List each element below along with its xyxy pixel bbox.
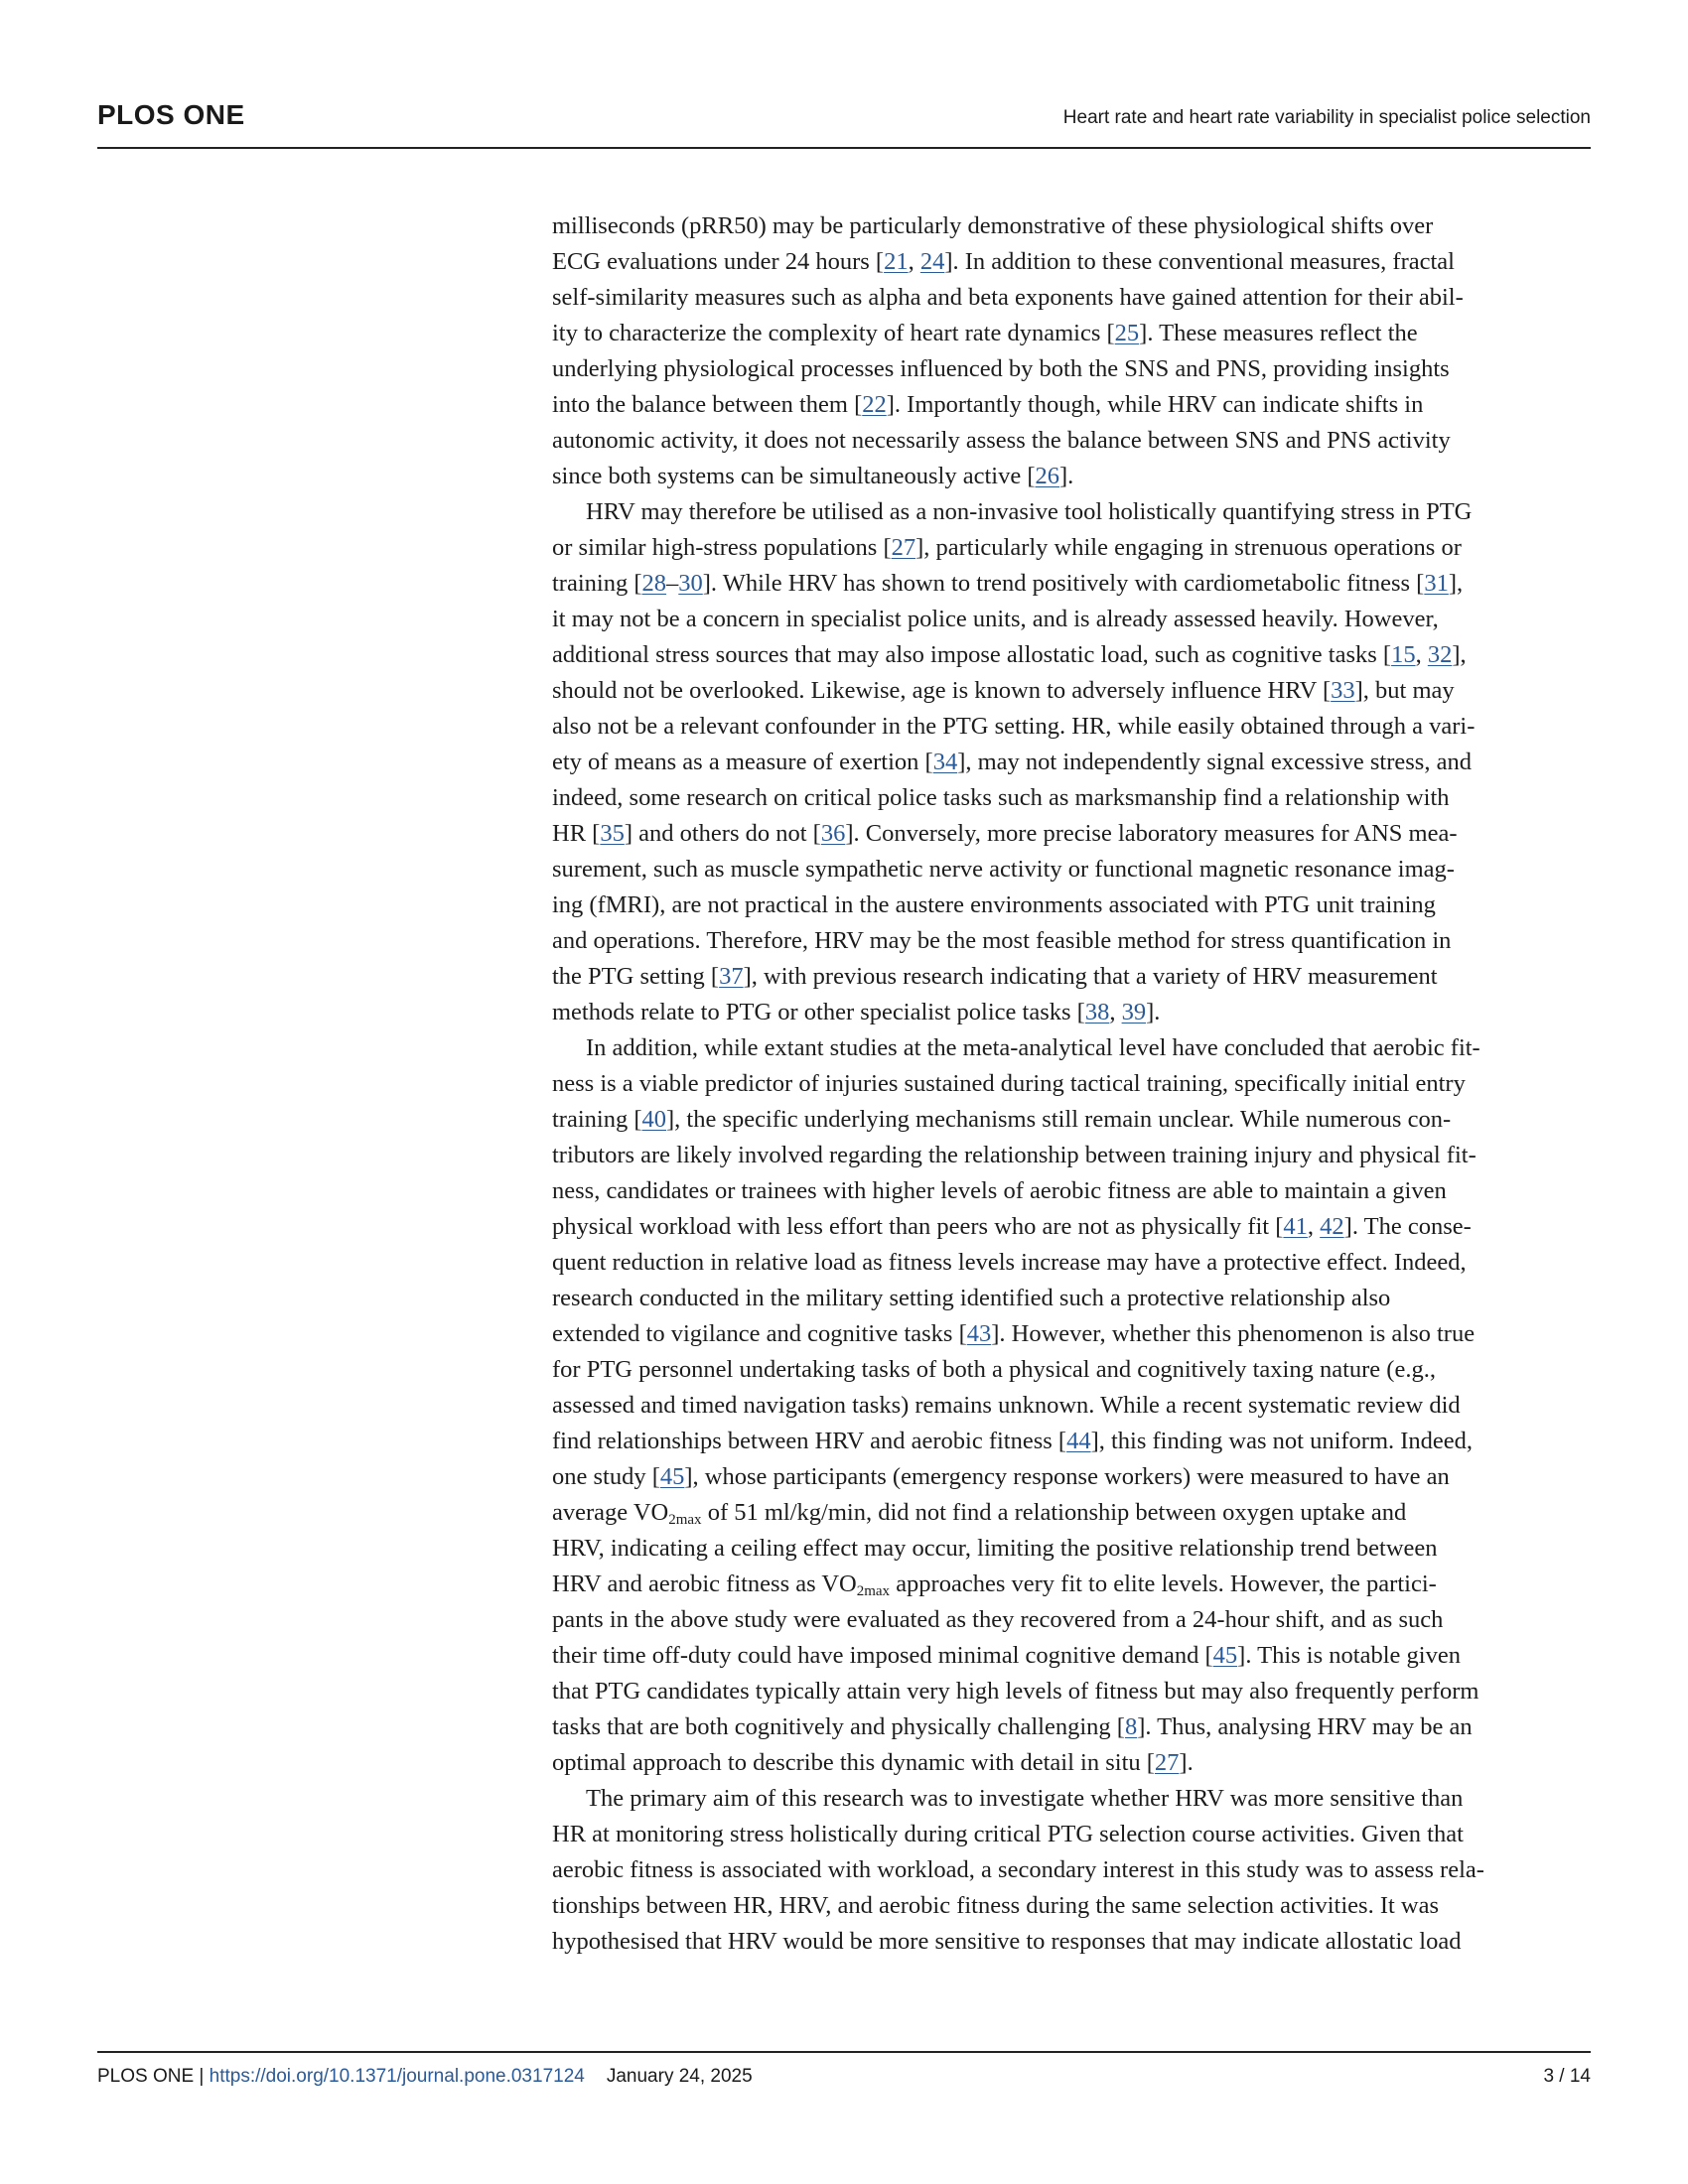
citation-link[interactable]: 26: [1035, 463, 1059, 489]
text-line: [552, 1245, 1591, 1281]
text-run: assessed and timed navigation tasks) remains unknown. While a recent systematic review did: [552, 1392, 1461, 1419]
text-run: approaches very fit to elite levels. However, the partici-: [890, 1570, 1437, 1597]
text-line: [552, 1316, 1591, 1352]
text-line: [552, 959, 1591, 995]
text-run: ], this finding was not uniform. Indeed,: [1090, 1428, 1474, 1454]
citation-link[interactable]: 41: [1283, 1213, 1308, 1240]
subscript: 2max: [668, 1512, 702, 1528]
text-line: [552, 1030, 1591, 1066]
text-run: ]. However, whether this phenomenon is also true: [991, 1320, 1476, 1347]
text-run: since both systems can be simultaneously active [: [552, 463, 1036, 489]
text-run: milliseconds (pRR50) may be particularly demonstrative of these physiological shifts over: [552, 212, 1434, 239]
page-number: 3 / 14: [1543, 2066, 1591, 2087]
text-line: [552, 459, 1591, 494]
text-run: autonomic activity, it does not necessarily assess the balance between SNS and PNS activity: [552, 427, 1451, 454]
text-run: or similar high-stress populations [: [552, 534, 892, 561]
text-run: average VO: [552, 1499, 669, 1526]
citation-link[interactable]: 36: [820, 820, 846, 847]
footer-journal: PLOS ONE |: [97, 2066, 210, 2087]
text-run: ], whose participants (emergency response workers) were measured to have an: [684, 1463, 1450, 1490]
publication-date: January 24, 2025: [606, 2066, 753, 2087]
text-line: [552, 1459, 1591, 1495]
text-line: [552, 1781, 1591, 1817]
text-run: training [: [552, 1106, 642, 1133]
footer-citation: [97, 2066, 753, 2088]
citation-link[interactable]: 30: [678, 570, 703, 597]
text-run: ness, candidates or trainees with higher levels of aerobic fitness are able to maintain a given: [552, 1177, 1447, 1204]
text-line: [552, 852, 1591, 887]
text-run: tionships between HR, HRV, and aerobic fitness during the same selection activities. It was: [552, 1892, 1440, 1919]
text-line: [552, 280, 1591, 316]
text-run: ].: [1146, 999, 1161, 1025]
citation-link[interactable]: 39: [1121, 999, 1147, 1025]
text-line: [552, 566, 1591, 602]
text-line: [552, 316, 1591, 351]
text-run: HRV may therefore be utilised as a non-invasive tool holistically quantifying stress in PTG: [586, 498, 1473, 525]
text-run: ].: [1058, 463, 1074, 489]
text-run: ] and others do not [: [624, 820, 821, 847]
text-run: ]. This is notable given: [1237, 1642, 1461, 1669]
article-body: [552, 208, 1591, 1960]
citation-link[interactable]: 25: [1114, 320, 1140, 346]
text-run: ,: [1109, 999, 1122, 1025]
citation-link[interactable]: 43: [966, 1320, 992, 1347]
text-run: extended to vigilance and cognitive tasks [: [552, 1320, 967, 1347]
citation-link[interactable]: 8: [1124, 1713, 1138, 1740]
text-run: ,: [908, 248, 920, 275]
text-line: [552, 1424, 1591, 1459]
text-line: [552, 1674, 1591, 1709]
doi-link[interactable]: https://doi.org/10.1371/journal.pone.0317124: [209, 2066, 585, 2087]
text-line: [552, 1138, 1591, 1173]
text-run: additional stress sources that may also impose allostatic load, such as cognitive tasks [: [552, 641, 1392, 668]
text-run: find relationships between HRV and aerobic fitness [: [552, 1428, 1067, 1454]
text-line: [552, 494, 1591, 530]
text-run: of 51 ml/kg/min, did not find a relationship between oxygen uptake and: [701, 1499, 1407, 1526]
citation-link[interactable]: 45: [659, 1463, 685, 1490]
citation-link[interactable]: 22: [862, 391, 887, 418]
text-line: [552, 423, 1591, 459]
text-line: [552, 637, 1591, 673]
citation-link[interactable]: 27: [891, 534, 916, 561]
text-run: the PTG setting [: [552, 963, 720, 990]
citation-link[interactable]: 21: [884, 248, 909, 275]
text-run: ity to characterize the complexity of heart rate dynamics [: [552, 320, 1115, 346]
text-run: ,: [1415, 641, 1428, 668]
text-line: [552, 244, 1591, 280]
text-line: [552, 1209, 1591, 1245]
citation-link[interactable]: 31: [1424, 570, 1449, 597]
text-run: ], may not independently signal excessive stress, and: [957, 749, 1472, 775]
text-line: [552, 887, 1591, 923]
text-line: [552, 1388, 1591, 1424]
text-run: ], with previous research indicating that a variety of HRV measurement: [743, 963, 1438, 990]
text-run: it may not be a concern in specialist police units, and is already assessed heavily. However,: [552, 606, 1439, 632]
text-run: –: [666, 570, 679, 597]
text-line: [552, 1352, 1591, 1388]
text-run: underlying physiological processes influenced by both the SNS and PNS, providing insights: [552, 355, 1450, 382]
citation-link[interactable]: 35: [600, 820, 625, 847]
text-line: [552, 1852, 1591, 1888]
text-run: ], the specific underlying mechanisms still remain unclear. While numerous con-: [666, 1106, 1452, 1133]
text-run: ].: [1179, 1749, 1194, 1776]
citation-link[interactable]: 32: [1427, 641, 1453, 668]
text-run: ECG evaluations under 24 hours [: [552, 248, 885, 275]
text-line: [552, 816, 1591, 852]
text-run: ],: [1452, 641, 1467, 668]
text-run: ], but may: [1354, 677, 1455, 704]
text-line: [552, 1924, 1591, 1960]
text-line: [552, 351, 1591, 387]
citation-link[interactable]: 33: [1331, 677, 1355, 704]
text-run: aerobic fitness is associated with workload, a secondary interest in this study was to assess rela-: [552, 1856, 1484, 1883]
text-run: tasks that are both cognitively and physically challenging [: [552, 1713, 1125, 1740]
citation-link[interactable]: 34: [932, 749, 958, 775]
text-line: [552, 1638, 1591, 1674]
text-line: [552, 1817, 1591, 1852]
text-run: surement, such as muscle sympathetic nerve activity or functional magnetic resonance imag-: [552, 856, 1455, 883]
text-line: [552, 923, 1591, 959]
text-run: In addition, while extant studies at the meta-analytical level have concluded that aerobic fit-: [586, 1034, 1480, 1061]
citation-link[interactable]: 40: [641, 1106, 666, 1133]
text-line: [552, 1709, 1591, 1745]
text-run: ness is a viable predictor of injuries sustained during tactical training, specifically initial entry: [552, 1070, 1466, 1097]
citation-link[interactable]: 37: [719, 963, 744, 990]
text-run: ,: [1307, 1213, 1321, 1240]
text-line: [552, 1173, 1591, 1209]
text-line: [552, 1888, 1591, 1924]
text-line: [552, 1066, 1591, 1102]
text-line: [552, 1102, 1591, 1138]
text-run: self-similarity measures such as alpha and beta exponents have gained attention for their abil-: [552, 284, 1464, 311]
text-run: their time off-duty could have imposed minimal cognitive demand [: [552, 1642, 1213, 1669]
citation-link[interactable]: 28: [641, 570, 666, 597]
text-run: pants in the above study were evaluated as they recovered from a 24-hour shift, and as such: [552, 1606, 1444, 1633]
text-run: optimal approach to describe this dynamic with detail in situ [: [552, 1749, 1155, 1776]
text-run: ety of means as a measure of exertion [: [552, 749, 933, 775]
text-run: HR [: [552, 820, 601, 847]
text-line: [552, 709, 1591, 745]
text-line: [552, 1531, 1591, 1567]
text-run: for PTG personnel undertaking tasks of both a physical and cognitively taxing nature (e.g.,: [552, 1356, 1436, 1383]
text-run: and operations. Therefore, HRV may be the most feasible method for stress quantification in: [552, 927, 1452, 954]
text-line: [552, 387, 1591, 423]
text-run: ]. While HRV has shown to trend positively with cardiometabolic fitness [: [702, 570, 1425, 597]
text-run: into the balance between them [: [552, 391, 863, 418]
citation-link[interactable]: 24: [919, 248, 945, 275]
citation-link[interactable]: 45: [1212, 1642, 1238, 1669]
text-line: [552, 1745, 1591, 1781]
text-run: quent reduction in relative load as fitness levels increase may have a protective effect. Indeed,: [552, 1249, 1467, 1276]
text-run: The primary aim of this research was to investigate whether HRV was more sensitive than: [586, 1785, 1464, 1812]
text-run: ], particularly while engaging in strenuous operations or: [915, 534, 1462, 561]
header-divider: [97, 147, 1591, 149]
text-run: physical workload with less effort than peers who are not as physically fit [: [552, 1213, 1284, 1240]
text-run: ]. Conversely, more precise laboratory measures for ANS mea-: [845, 820, 1458, 847]
journal-name: PLOS ONE: [97, 99, 245, 130]
text-run: indeed, some research on critical police tasks such as marksmanship find a relationship with: [552, 784, 1450, 811]
text-run: HR at monitoring stress holistically during critical PTG selection course activities. Given that: [552, 1821, 1464, 1847]
text-run: ]. In addition to these conventional measures, fractal: [944, 248, 1455, 275]
text-line: [552, 530, 1591, 566]
text-run: HRV and aerobic fitness as VO: [552, 1570, 857, 1597]
text-run: should not be overlooked. Likewise, age is known to adversely influence HRV [: [552, 677, 1332, 704]
citation-link[interactable]: 42: [1320, 1213, 1344, 1240]
citation-link[interactable]: 38: [1084, 999, 1110, 1025]
text-line: [552, 1567, 1591, 1602]
text-line: [552, 673, 1591, 709]
text-run: research conducted in the military setting identified such a protective relationship also: [552, 1285, 1391, 1311]
text-run: HRV, indicating a ceiling effect may occur, limiting the positive relationship trend between: [552, 1535, 1438, 1562]
text-run: ]. These measures reflect the: [1139, 320, 1418, 346]
text-line: [552, 1281, 1591, 1316]
text-run: tributors are likely involved regarding the relationship between training injury and physical fit-: [552, 1142, 1477, 1168]
text-run: hypothesised that HRV would be more sensitive to responses that may indicate allostatic load: [552, 1928, 1462, 1955]
text-line: [552, 745, 1591, 780]
text-run: ],: [1448, 570, 1464, 597]
text-run: ]. Importantly though, while HRV can indicate shifts in: [886, 391, 1424, 418]
citation-link[interactable]: 27: [1154, 1749, 1180, 1776]
text-run: ]. The conse-: [1343, 1213, 1472, 1240]
text-line: [552, 780, 1591, 816]
text-run: also not be a relevant confounder in the PTG setting. HR, while easily obtained through a vari-: [552, 713, 1476, 740]
text-run: ing (fMRI), are not practical in the austere environments associated with PTG unit training: [552, 891, 1436, 918]
text-line: [552, 1495, 1591, 1531]
text-line: [552, 995, 1591, 1030]
text-line: [552, 208, 1591, 244]
text-run: one study [: [552, 1463, 660, 1490]
text-line: [552, 602, 1591, 637]
citation-link[interactable]: 15: [1391, 641, 1416, 668]
text-run: that PTG candidates typically attain very high levels of fitness but may also frequently perform: [552, 1678, 1479, 1705]
subscript: 2max: [856, 1583, 891, 1599]
text-line: [552, 1602, 1591, 1638]
running-title: Heart rate and heart rate variability in specialist police selection: [1062, 107, 1591, 128]
text-run: ]. Thus, analysing HRV may be an: [1137, 1713, 1473, 1740]
text-run: methods relate to PTG or other specialist police tasks [: [552, 999, 1085, 1025]
text-run: training [: [552, 570, 642, 597]
footer-divider: [97, 2051, 1591, 2053]
citation-link[interactable]: 44: [1066, 1428, 1091, 1454]
